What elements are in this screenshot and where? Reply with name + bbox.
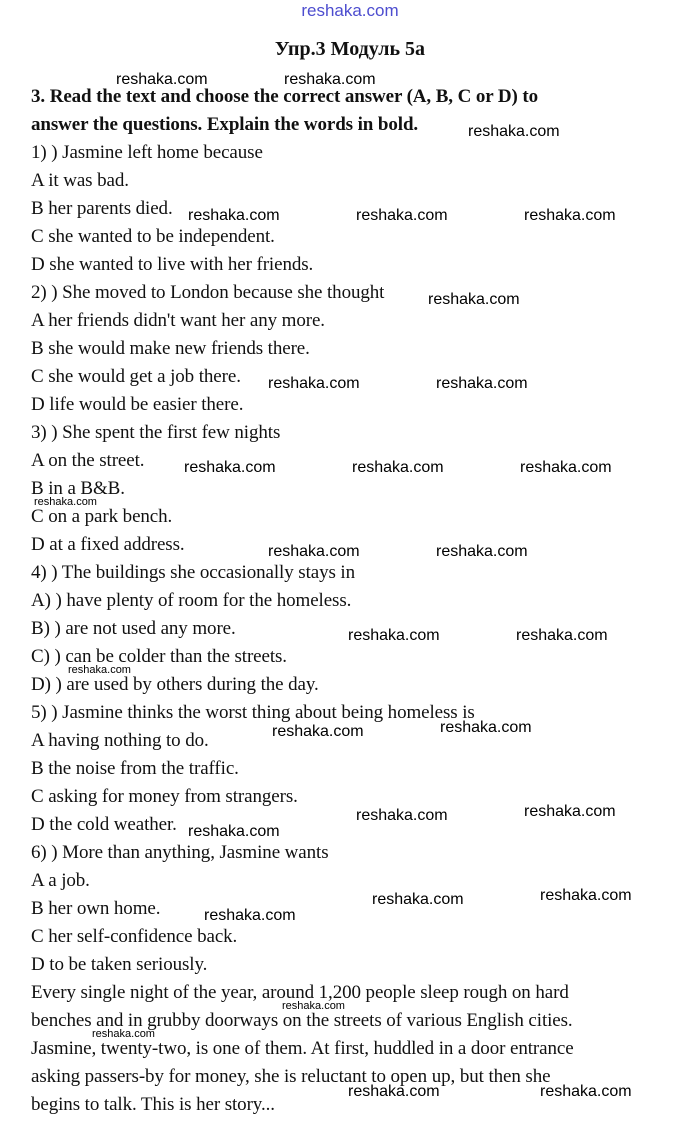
instruction-line-1: 3. Read the text and choose the correct answer (A, B, C or D) to — [31, 86, 539, 107]
watermark: reshaka.com — [348, 627, 440, 644]
question-3: 3) ) She spent the first few nights — [31, 422, 281, 443]
option-1c: C she wanted to be independent. — [31, 226, 275, 247]
watermark: reshaka.com — [284, 71, 376, 88]
watermark: reshaka.com — [268, 543, 360, 560]
question-1: 1) ) Jasmine left home because — [31, 142, 263, 163]
watermark: reshaka.com — [440, 719, 532, 736]
watermark: reshaka.com — [524, 803, 616, 820]
option-6c: C her self-confidence back. — [31, 926, 238, 947]
watermark: reshaka.com — [540, 1083, 632, 1100]
passage-line: begins to talk. This is her story... — [31, 1094, 275, 1115]
page-title: Упр.3 Модуль 5a — [274, 38, 426, 60]
option-3d: D at a fixed address. — [31, 534, 185, 555]
watermark: reshaka.com — [540, 887, 632, 904]
option-4a: A) ) have plenty of room for the homeless. — [31, 590, 352, 611]
watermark: reshaka.com — [356, 207, 448, 224]
watermark: reshaka.com — [436, 375, 528, 392]
watermark: reshaka.com — [372, 891, 464, 908]
passage-line: asking passers-by for money, she is reluctant to open up, but then she — [31, 1066, 551, 1087]
watermark: reshaka.com — [516, 627, 608, 644]
option-5c: C asking for money from strangers. — [31, 786, 298, 807]
watermark: reshaka.com — [188, 207, 280, 224]
option-5b: B the noise from the traffic. — [31, 758, 239, 779]
option-5d: D the cold weather. — [31, 814, 177, 835]
passage-line: Every single night of the year, around 1,200 people sleep rough on hard — [31, 982, 569, 1003]
option-1d: D she wanted to live with her friends. — [31, 254, 314, 275]
option-6d: D to be taken seriously. — [31, 954, 208, 975]
option-4d: D) ) are used by others during the day. — [31, 674, 319, 695]
watermark: reshaka.com — [356, 807, 448, 824]
watermark: reshaka.com — [188, 823, 280, 840]
watermark: reshaka.com — [92, 1028, 155, 1040]
watermark: reshaka.com — [428, 291, 520, 308]
option-1b: B her parents died. — [31, 198, 173, 219]
instruction-line-2: answer the questions. Explain the words in bold. — [31, 114, 419, 135]
option-4c: C) ) can be colder than the streets. — [31, 646, 287, 667]
question-5: 5) ) Jasmine thinks the worst thing about being homeless is — [31, 702, 475, 723]
option-5a: A having nothing to do. — [31, 730, 209, 751]
watermark: reshaka.com — [68, 664, 131, 676]
watermark: reshaka.com — [348, 1083, 440, 1100]
option-2a: A her friends didn't want her any more. — [31, 310, 325, 331]
passage-line: Jasmine, twenty-two, is one of them. At first, huddled in a door entrance — [31, 1038, 574, 1059]
option-6a: A a job. — [31, 870, 90, 891]
watermark: reshaka.com — [282, 1000, 345, 1012]
passage-line: benches and in grubby doorways on the streets of various English cities. — [31, 1010, 573, 1031]
option-1a: A it was bad. — [31, 170, 129, 191]
option-3b: B in a B&B. — [31, 478, 125, 499]
option-4b: B) ) are not used any more. — [31, 618, 236, 639]
watermark: reshaka.com — [204, 907, 296, 924]
option-2d: D life would be easier there. — [31, 394, 244, 415]
option-3a: A on the street. — [31, 450, 145, 471]
option-6b: B her own home. — [31, 898, 161, 919]
watermark: reshaka.com — [352, 459, 444, 476]
question-4: 4) ) The buildings she occasionally stays in — [31, 562, 355, 583]
option-2b: B she would make new friends there. — [31, 338, 310, 359]
watermark: reshaka.com — [468, 123, 560, 140]
header-watermark: reshaka.com — [301, 1, 399, 20]
question-2: 2) ) She moved to London because she thought — [31, 282, 385, 303]
watermark: reshaka.com — [116, 71, 208, 88]
watermark: reshaka.com — [520, 459, 612, 476]
watermark: reshaka.com — [524, 207, 616, 224]
option-3c: C on a park bench. — [31, 506, 173, 527]
watermark: reshaka.com — [436, 543, 528, 560]
watermark: reshaka.com — [184, 459, 276, 476]
watermark: reshaka.com — [272, 723, 364, 740]
watermark: reshaka.com — [268, 375, 360, 392]
question-6: 6) ) More than anything, Jasmine wants — [31, 842, 329, 863]
option-2c: C she would get a job there. — [31, 366, 241, 387]
watermark: reshaka.com — [34, 496, 97, 508]
